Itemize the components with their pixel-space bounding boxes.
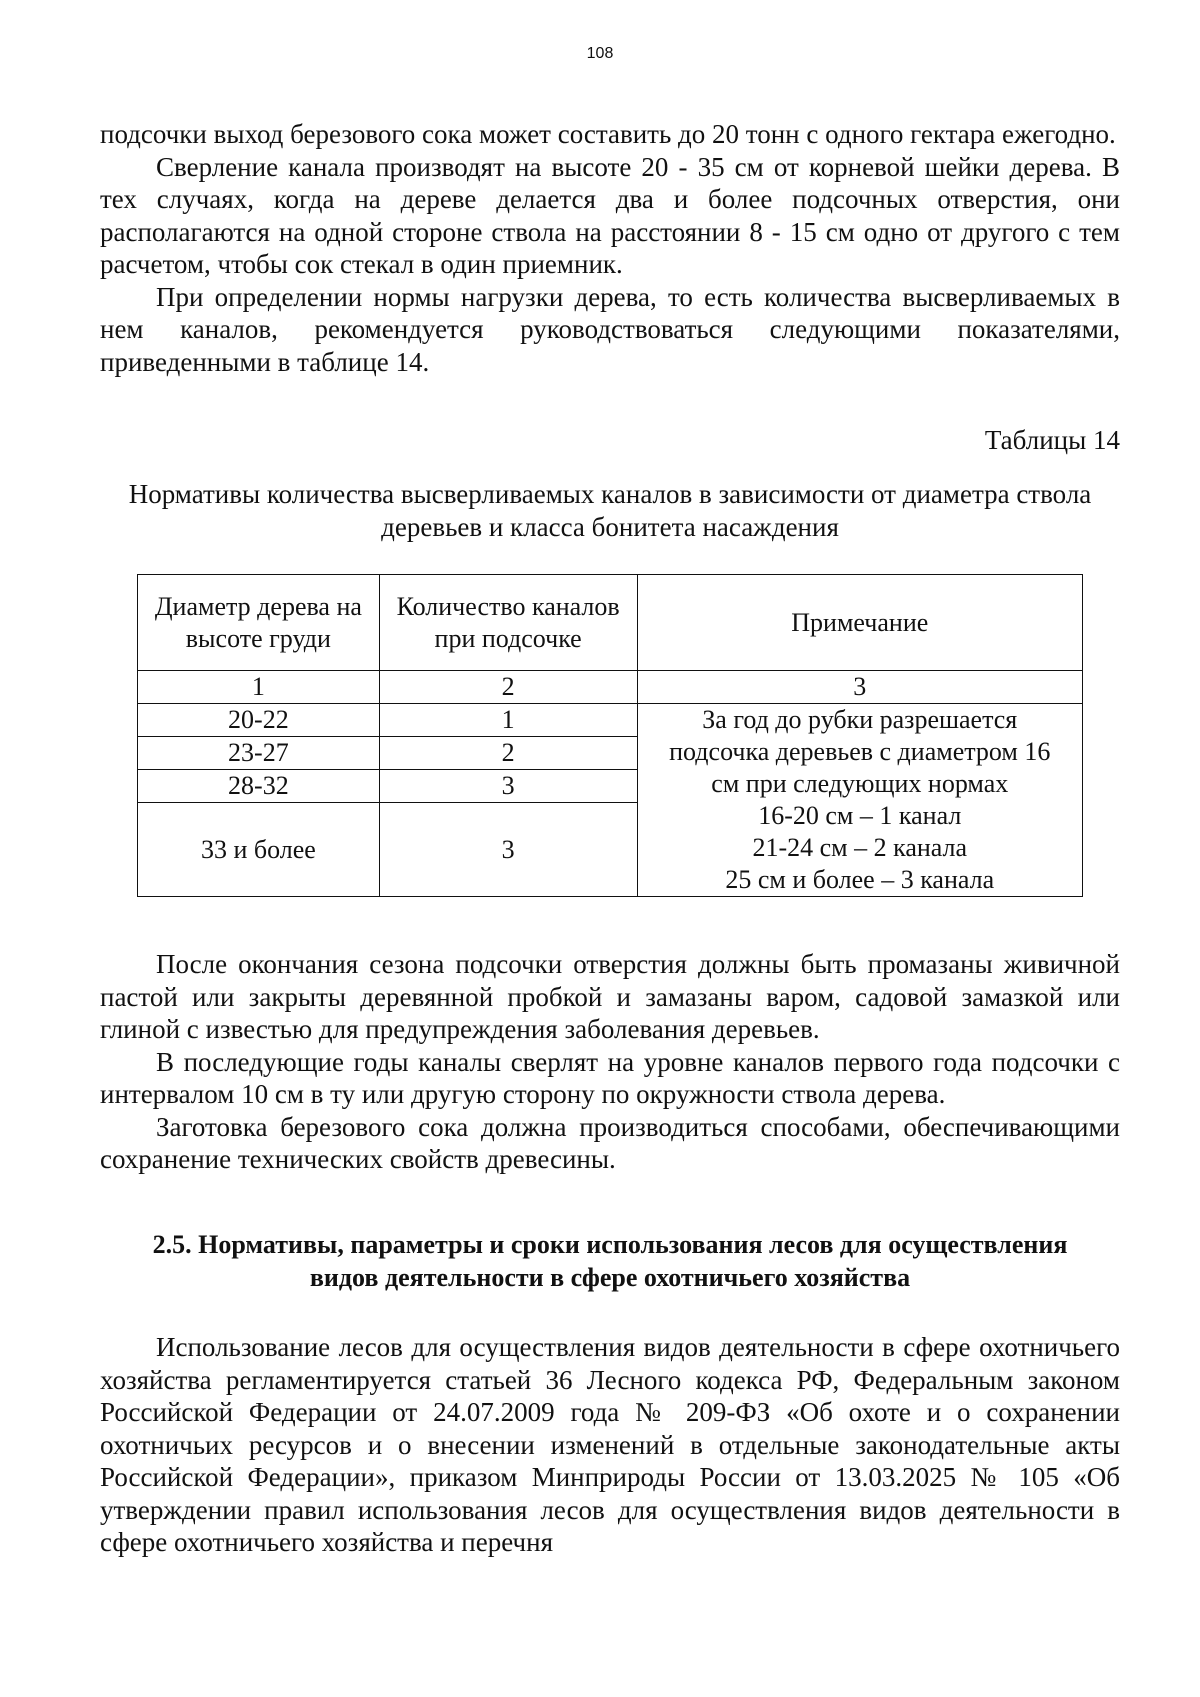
diameter-cell: 28-32 bbox=[138, 770, 380, 803]
paragraph: Заготовка березового сока должна производиться способами, обеспечивающими сохранение технических свойств древесины. bbox=[100, 1111, 1120, 1174]
section-heading bbox=[100, 1228, 1120, 1294]
channels-cell: 3 bbox=[379, 803, 637, 897]
column-number-cell: 1 bbox=[138, 671, 380, 704]
note-line: 25 см и более – 3 канала bbox=[725, 865, 995, 894]
section-heading-line: 2.5. Нормативы, параметры и сроки использования лесов для осуществления bbox=[152, 1230, 1068, 1259]
note-line: 16-20 см – 1 канал bbox=[758, 801, 962, 830]
channels-cell: 3 bbox=[379, 770, 637, 803]
table-label: Таблицы 14 bbox=[984, 425, 1120, 455]
column-number-row bbox=[138, 671, 1083, 704]
table-caption bbox=[100, 478, 1120, 543]
page-number: 108 bbox=[586, 45, 614, 62]
note-line: За год до рубки разрешается bbox=[702, 705, 1018, 734]
column-number-cell: 2 bbox=[379, 671, 637, 704]
paragraph: подсочки выход березового сока может составить до 20 тонн с одного гектара ежегодно. bbox=[100, 119, 1116, 149]
paragraph: При определении нормы нагрузки дерева, то есть количества высверливаемых в нем каналов, рекомендуется руководствоваться следующими показателями, приведенными в таблице 14. bbox=[100, 281, 1120, 377]
channels-cell: 2 bbox=[379, 737, 637, 770]
norms-table bbox=[137, 574, 1083, 897]
text-block-top bbox=[100, 118, 1120, 378]
paragraph: Использование лесов для осуществления видов деятельности в сфере охотничьего хозяйства регламентируется статьей 36 Лесного кодекса РФ, Федеральным законом Российской Федерации от 24.07.2009 года № 209-ФЗ «Об охоте и о сохранении охотничьих ресурсов и о внесении изменений в отдельные законодательные акты Российской Федерации», приказом Минприроды России от 13.03.2025 № 105 «Об утверждении правил использования лесов для осуществления видов деятельности в сфере охотничьего хозяйства и перечня bbox=[100, 1332, 1120, 1557]
channels-cell: 1 bbox=[379, 704, 637, 737]
note-line: 21-24 см – 2 канала bbox=[752, 833, 968, 862]
note-line: см при следующих нормах bbox=[711, 769, 1009, 798]
diameter-cell: 23-27 bbox=[138, 737, 380, 770]
header-cell-note: Примечание bbox=[637, 575, 1082, 671]
paragraph: В последующие годы каналы сверлят на уровне каналов первого года подсочки с интервалом 10 см в ту или другую сторону по окружности ствола дерева. bbox=[100, 1046, 1120, 1109]
paragraph: После окончания сезона подсочки отверстия должны быть промазаны живичной пастой или закрыты деревянной пробкой и замазаны варом, садовой замазкой или глиной с известью для предупреждения заболевания деревьев. bbox=[100, 949, 1120, 1044]
table-row bbox=[138, 704, 1083, 737]
column-number-cell: 3 bbox=[637, 671, 1082, 704]
text-block-middle bbox=[100, 948, 1120, 1176]
header-cell-diameter: Диаметр дерева на высоте груди bbox=[138, 575, 380, 671]
note-line: подсочка деревьев с диаметром 16 bbox=[669, 737, 1051, 766]
section-heading-line: видов деятельности в сфере охотничьего хозяйства bbox=[309, 1263, 911, 1292]
table-caption-line: деревьев и класса бонитета насаждения bbox=[381, 511, 839, 542]
paragraph: Сверление канала производят на высоте 20 - 35 см от корневой шейки дерева. В тех случаях, когда на дереве делается два и более подсочных отверстия, они располагаются на одной стороне ствола на расстоянии 8 - 15 см одно от другого с тем расчетом, чтобы сок стекал в один приемник. bbox=[100, 151, 1120, 279]
diameter-cell: 20-22 bbox=[138, 704, 380, 737]
header-cell-channels: Количество каналов при подсочке bbox=[379, 575, 637, 671]
table-caption-line: Нормативы количества высверливаемых каналов в зависимости от диаметра ствола bbox=[128, 479, 1092, 509]
diameter-cell: 33 и более bbox=[138, 803, 380, 897]
text-block-bottom bbox=[100, 1331, 1120, 1559]
table-header-row bbox=[138, 575, 1083, 671]
note-cell bbox=[637, 704, 1082, 897]
